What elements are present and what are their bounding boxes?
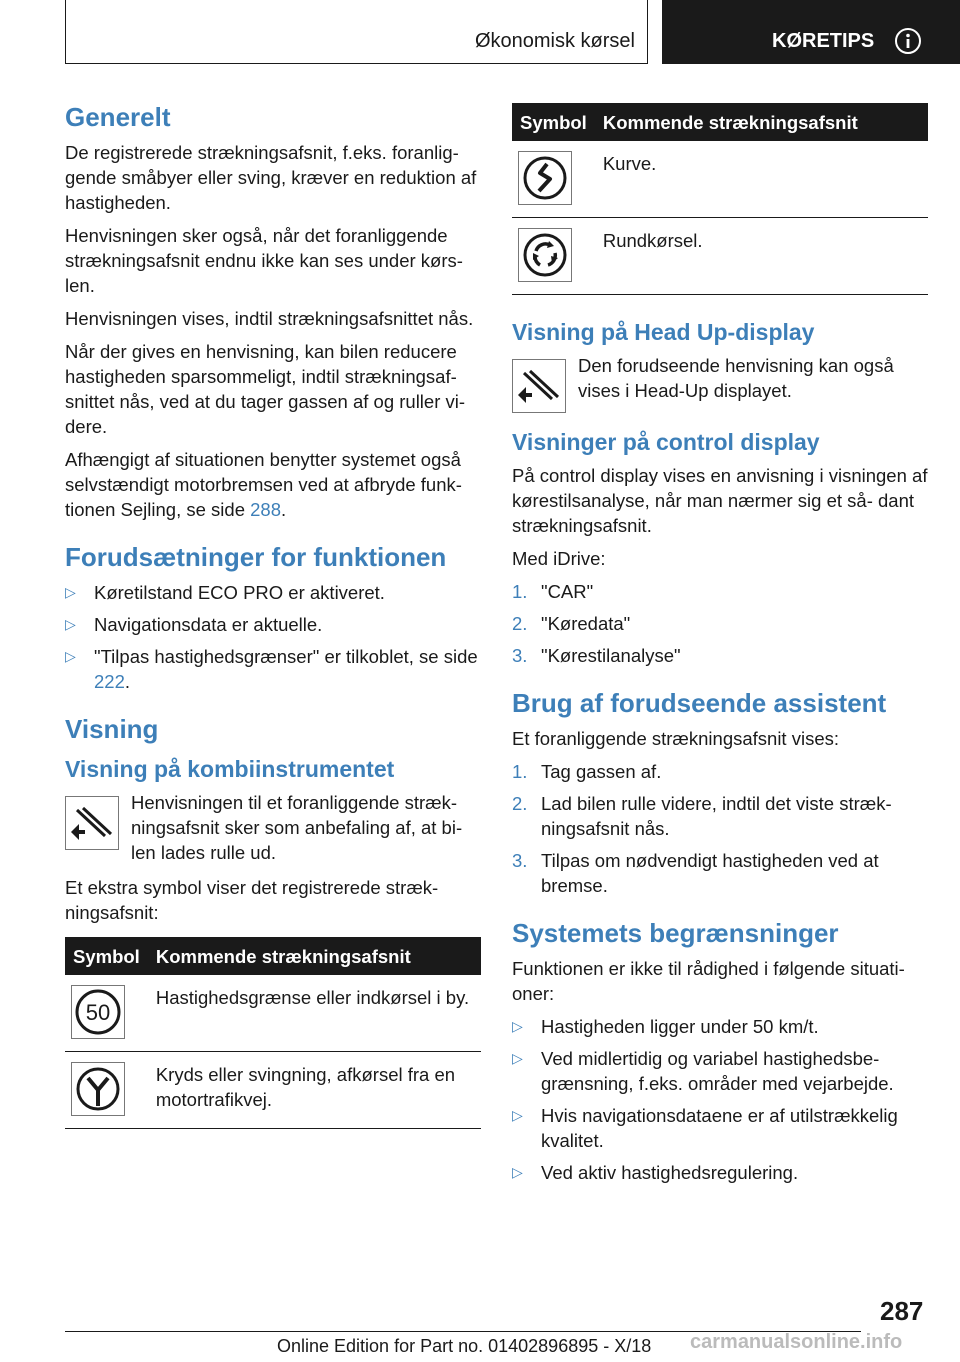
step-text: Lad bilen rulle videre, indtil det viste stræk‐ ningsafsnit nås. [541,793,892,839]
step-text: "Kørestilanalyse" [541,645,681,666]
step-number: 3. [512,850,528,871]
paragraph: På control display vises en anvisning i visningen af kørestilsanalyse, når man nærmer sig et så‐ dant strækningsafsnit. [512,465,928,536]
header-section-title [65,0,648,64]
list-item [512,791,928,841]
list-item-text: Navigationsdata er aktuelle. [94,614,323,635]
list-item [512,643,928,668]
paragraph: Henvisningen sker også, når det foranliggende strækningsafsnit endnu ikke kan ses under kørs‐ len. [65,225,463,296]
page-link-222[interactable]: 222 [94,671,125,692]
paragraph: Et foranliggende strækningsafsnit vises: [512,728,840,749]
symbol-cell [512,218,595,295]
watermark: carmanualsonline.info [690,1331,903,1353]
list-item-text: Hastigheden ligger under 50 km/t. [541,1016,819,1037]
paragraph [65,447,481,522]
row-text: Kryds eller svingning, afkørsel fra en motortrafikvej. [148,1052,481,1129]
list-item [512,759,928,784]
kombi-text: Henvisningen til et foranliggende stræk‐ ningsafsnit sker som anbefaling af, at bi‐ len lades rulle ud. [131,792,463,863]
bullet-triangle-icon: ▷ [65,648,76,664]
step-text: Tilpas om nødvendigt hastigheden ved at bremse. [541,850,879,896]
heading-visning: Visning [65,714,159,744]
list-item-text: Ved aktiv hastighedsregulering. [541,1162,799,1183]
list-item [512,1103,928,1153]
list-item-text: Køretilstand ECO PRO er aktiveret. [94,582,385,603]
assistant-steps [512,759,928,898]
bullet-triangle-icon: ▷ [65,616,76,632]
bullet-triangle-icon: ▷ [512,1018,523,1034]
col-symbol: Symbol [512,103,595,141]
table-row [65,975,481,1052]
col-section: Kommende strækningsafsnit [595,103,928,141]
step-text: Tag gassen af. [541,761,662,782]
list-item [512,611,928,636]
coasting-icon [65,796,119,850]
heading-graens: Systemets begrænsninger [512,918,839,948]
table-header-row [512,103,928,141]
step-text: "CAR" [541,581,594,602]
list-item [512,1014,928,1039]
row-text: Rundkørsel. [595,218,928,295]
roundabout-icon [518,228,572,282]
symbol-cell [65,1052,148,1129]
heading-control: Visninger på control display [512,429,820,455]
heading-forudsaetninger: Forudsætninger for funktionen [65,542,447,572]
step-number: 2. [512,793,528,814]
bullet-triangle-icon: ▷ [512,1164,523,1180]
edition-text: Online Edition for Part no. 01402896895 - X/18 [277,1336,652,1356]
col-symbol: Symbol [65,937,148,975]
hud-instruction [512,353,928,413]
symbol-table-left [65,937,481,1129]
list-item [512,579,928,604]
symbol-cell [512,141,595,218]
step-number: 2. [512,613,528,634]
list-item [512,848,928,898]
list-item [65,612,481,637]
step-number: 1. [512,581,528,602]
paragraph: De registrerede strækningsafsnit, f.eks. foranlig‐ gende småbyer eller sving, kræver en reduktion af hastigheden. [65,142,477,213]
col-section: Kommende strækningsafsnit [148,937,481,975]
hud-text: Den forudseende henvisning kan også vises i Head-Up displayet. [578,355,894,401]
step-number: 3. [512,645,528,666]
list-item [65,644,481,694]
step-text: "Køredata" [541,613,631,634]
prerequisites-list [65,580,481,694]
row-text: Kurve. [595,141,928,218]
list-item [512,1046,928,1096]
limitations-list [512,1014,928,1185]
list-item-text: "Tilpas hastighedsgrænser" er tilkoblet, se side [94,646,478,667]
list-item-text: Ved midlertidig og variabel hastighedsbe‐ grænsning, f.eks. områder med vejarbejde. [541,1048,894,1094]
left-column [65,100,481,1153]
chapter-label: KØRETIPS [772,30,875,52]
paragraph: Et ekstra symbol viser det registrerede stræk‐ ningsafsnit: [65,877,439,923]
paragraph: Når der gives en henvisning, kan bilen reducere hastigheden sparsommeligt, indtil strækningsaf‐ snittet nås, ved at du tager gassen af og ruller vi‐ dere. [65,341,466,437]
heading-brug: Brug af forudseende assistent [512,688,887,718]
info-icon [894,27,922,55]
page-number: 287 [880,1296,924,1326]
curve-icon [518,151,572,205]
paragraph: Funktionen er ikke til rådighed i følgende situati‐ oner: [512,958,905,1004]
right-column [512,103,928,1195]
junction-icon [71,1062,125,1116]
table-row [65,1052,481,1129]
bullet-triangle-icon: ▷ [512,1107,523,1123]
paragraph-end: . [281,499,287,520]
step-number: 1. [512,761,528,782]
paragraph: Henvisningen vises, indtil strækningsafsnittet nås. [65,308,474,329]
header-chapter [662,0,960,64]
table-row [512,141,928,218]
list-item-end: . [124,671,131,692]
list-item [512,1160,928,1185]
page-link-288[interactable]: 288 [250,499,281,520]
bullet-triangle-icon: ▷ [512,1050,523,1066]
heading-generelt: Generelt [65,102,171,132]
section-label: Økonomisk kørsel [474,30,635,52]
bullet-triangle-icon: ▷ [65,584,76,600]
heading-hud: Visning på Head Up-display [512,319,815,345]
table-row [512,218,928,295]
speed-label: 50 [85,1000,111,1025]
coasting-icon [512,359,566,413]
paragraph: Med iDrive: [512,548,606,569]
kombi-instruction [65,790,481,865]
table-header-row [65,937,481,975]
symbol-cell [65,975,148,1052]
idrive-steps [512,579,928,668]
paragraph-text: Afhængigt af situationen benytter systemet også selvstændigt motorbremsen ved at afbryde funk‐ tionen Sejling, se side [65,449,462,520]
list-item [65,580,481,605]
heading-kombi: Visning på kombiinstrumentet [65,756,395,782]
symbol-table-right [512,103,928,295]
row-text: Hastighedsgrænse eller indkørsel i by. [148,975,481,1052]
speed-limit-50-icon [71,985,125,1039]
list-item-text: Hvis navigationsdataene er af utilstrækkelig kvalitet. [541,1105,898,1151]
